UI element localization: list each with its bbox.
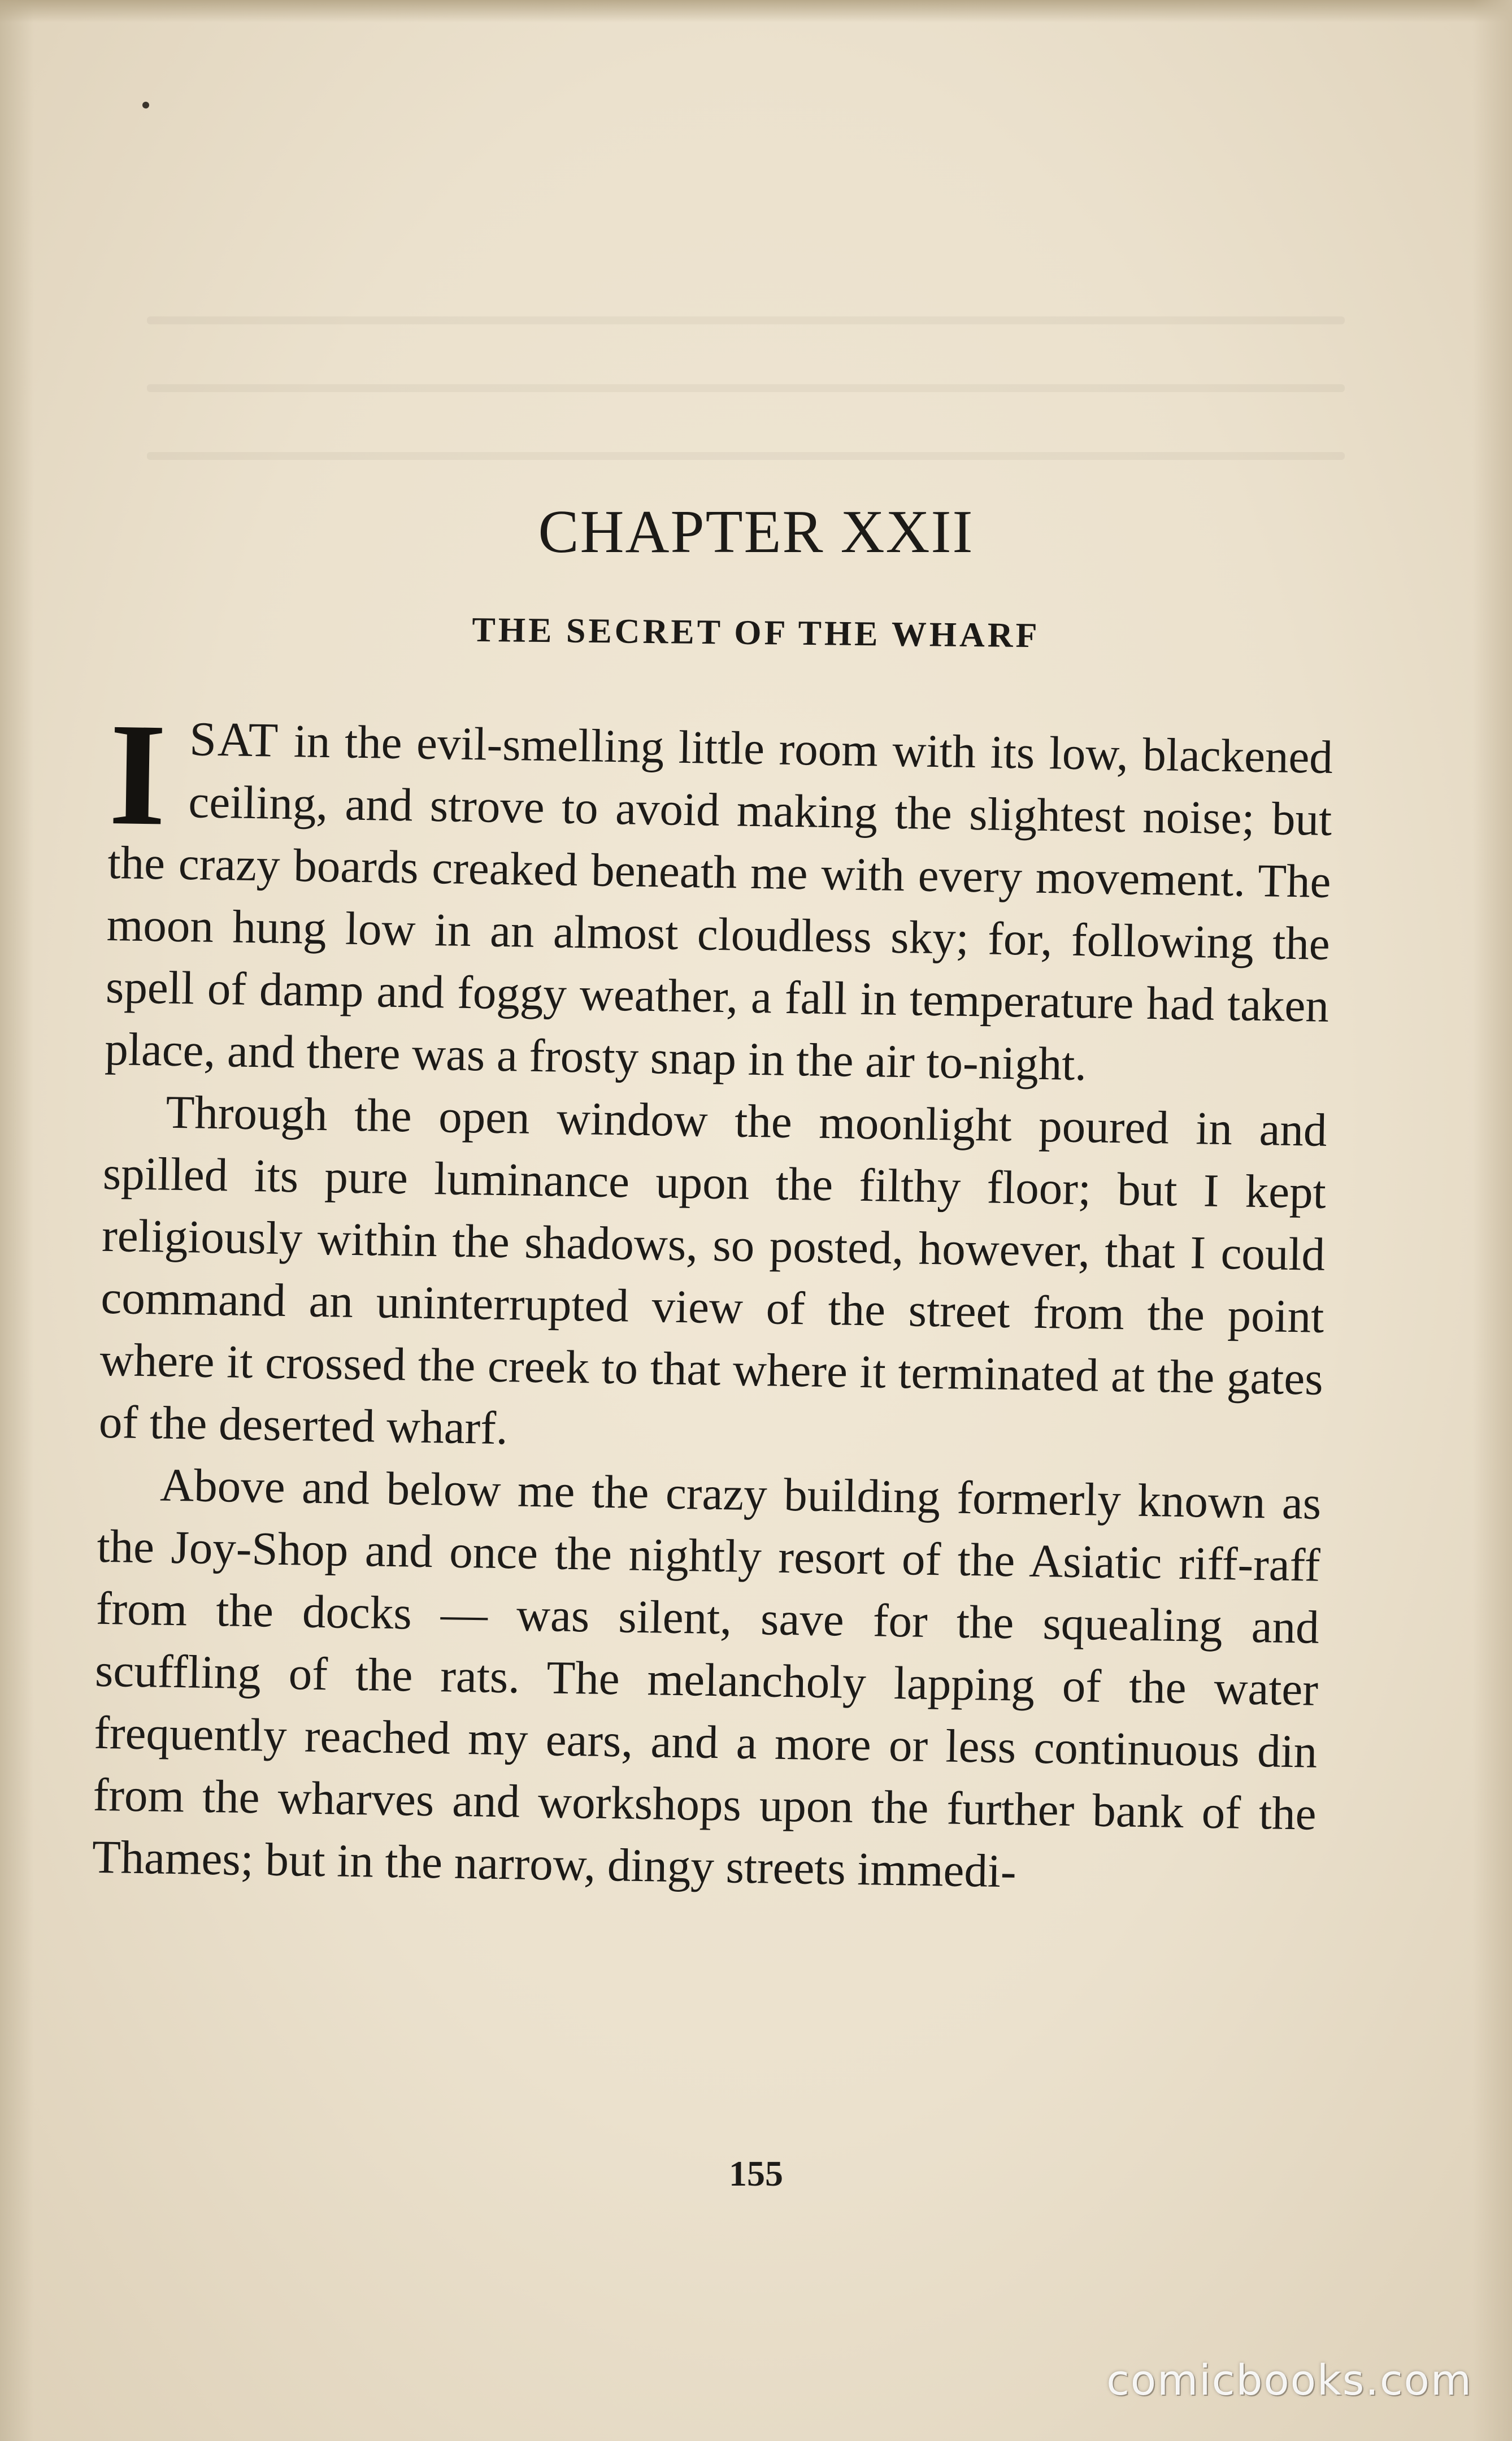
drop-cap: I <box>107 693 168 857</box>
ink-speck <box>142 102 149 108</box>
page-top-edge <box>0 0 1512 23</box>
lead-caps: SAT <box>189 711 280 767</box>
bleed-through-line <box>147 384 1345 392</box>
site-watermark: comicbooks.com <box>1106 2356 1472 2405</box>
chapter-subtitle: THE SECRET OF THE WHARF <box>472 610 1040 655</box>
paragraph: Through the open window the moonlight poured in and spilled its pure luminance upon the filthy floor; but I kept religiously within the shadows, so posted, however, that I could command an uninterrupted view of the street from the point where it crossed the creek to that where it terminated at the gates of the deserted wharf. <box>98 1085 1328 1454</box>
page-number: 155 <box>729 2153 783 2194</box>
paragraph: Above and below me the crazy building formerly known as the Joy-Shop and once the nightly resort of the Asiatic riff-raff from the docks — was silent, save for the squealing and scuffling of the rats. The melancholy lapping of the water frequently reached my ears, and a more or less continuous din from the wharves and workshops upon the further bank of the Thames; but in the narrow, dingy streets immedi- <box>92 1458 1322 1897</box>
chapter-title: CHAPTER XXII <box>538 498 974 566</box>
bleed-through-line <box>147 452 1345 460</box>
paragraph <box>104 693 1333 1099</box>
paragraph-text: in the evil-smelling little room with its low, blackened ceiling, and strove to avoid making the slightest noise; but the crazy boards creaked beneath me with every movement. The moon hung low in an almost cloudless sky; for, following the spell of damp and foggy weather, a fall in temperature had taken place, and there was a frosty snap in the air to-night. <box>104 714 1333 1091</box>
bleed-through-line <box>147 316 1345 324</box>
chapter-body <box>92 693 1333 1907</box>
